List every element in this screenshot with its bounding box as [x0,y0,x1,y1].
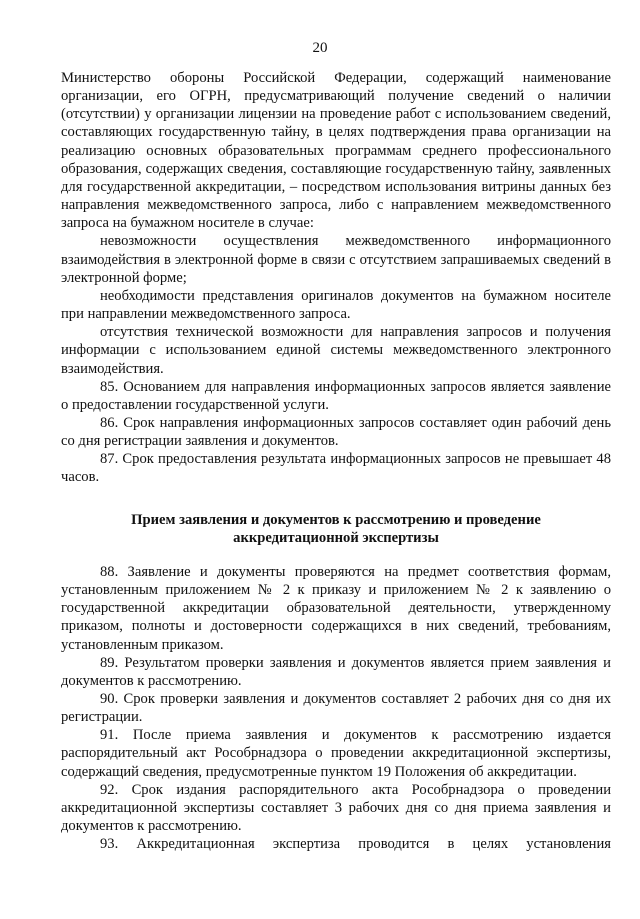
paragraph-91: 91. После приема заявления и документов к рассмотрению издается распорядительный акт Рособрнадзора о проведении аккредитационной экспертизы, содержащий сведения, предусмотренные пунктом 19 Положения об аккредитации. [61,727,611,780]
section-heading-line: аккредитационной экспертизы [233,529,439,546]
paragraph-88: 88. Заявление и документы проверяются на предмет соответствия формам, установленным приложением № 2 к приказу и приложением № 2 к заявлению о государственной аккредитации образовательной деятельности, утвержденному приказом, полноты и достоверности содержащихся в них сведений, требованиям, установленным приказом. [61,563,611,653]
spacer [61,487,611,511]
paragraph-86: 86. Срок направления информационных запросов составляет один рабочий день со дня регистрации заявления и документов. [61,414,611,450]
paragraph: невозможности осуществления межведомственного информационного взаимодействия в электронной форме в связи с отсутствием запрашиваемых сведений в электронной форме; [61,233,611,286]
paragraph-92: 92. Срок издания распорядительного акта Рособрнадзора о проведении аккредитационной экспертизы составляет 3 рабочих дня со дня приема заявления и документов к рассмотрению. [61,781,611,835]
section-heading [61,511,611,547]
spacer [61,547,611,563]
paragraph-89: 89. Результатом проверки заявления и документов является прием заявления и документов к рассмотрению. [61,654,611,689]
page-number: 20 [312,40,328,56]
document-body [61,69,611,853]
paragraph: Министерство обороны Российской Федерации, содержащий наименование организации, его ОГРН, предусматривающий получение сведений о наличии (отсутствии) у организации лицензии на проведение работ с использованием сведений, составляющих государственную тайну, в целях подтверждения права организации на реализацию основных образовательных программам среднего профессионального образования, содержащих сведения, составляющие государственную тайну, заявленных для государственной аккредитации, – посредством использования витрины данных без направления межведомственного запроса, либо с направлением межведомственного запроса на бумажном носителе в случае: [61,70,611,232]
paragraph: отсутствия технической возможности для направления запросов и получения информации с использованием единой системы межведомственного электронного взаимодействия. [61,324,611,377]
paragraph-87: 87. Срок предоставления результата информационных запросов не превышает 48 часов. [61,451,611,486]
paragraph: необходимости представления оригиналов документов на бумажном носителе при направлении межведомственного запроса. [61,287,611,323]
paragraph-93: 93. Аккредитационная экспертиза проводится в целях установления [100,836,611,853]
paragraph-85: 85. Основанием для направления информационных запросов является заявление о предоставлении государственной услуги. [61,378,611,413]
paragraph-90: 90. Срок проверки заявления и документов составляет 2 рабочих дня со дня их регистрации. [61,691,611,726]
section-heading-line: Прием заявления и документов к рассмотрению и проведение [131,511,541,528]
